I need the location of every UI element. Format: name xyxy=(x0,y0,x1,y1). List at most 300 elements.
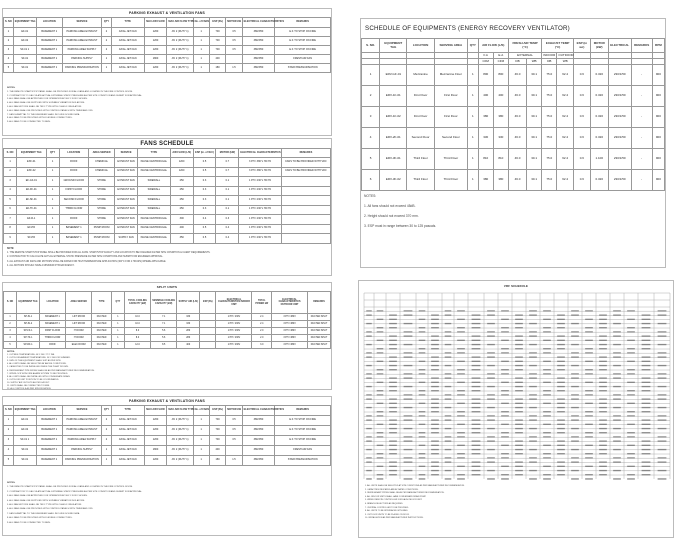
cell-text-mark xyxy=(543,474,551,475)
cell: Mezzanine Floor xyxy=(434,65,467,86)
cell: 3.5 xyxy=(226,436,242,446)
cell-text-mark xyxy=(642,390,651,391)
cell: 900 xyxy=(652,128,664,149)
cell-text-mark xyxy=(627,466,635,467)
cell: First Floor xyxy=(434,86,467,107)
cell-text-mark xyxy=(445,470,452,471)
table-row xyxy=(4,426,331,436)
cell-text-mark xyxy=(419,445,426,446)
cell: ROOF xyxy=(59,167,88,177)
cell-text-mark xyxy=(515,411,523,412)
cell: ERV-3F-01 xyxy=(380,149,407,170)
cell-text-mark xyxy=(529,365,537,366)
cell: 0.5 xyxy=(193,224,216,234)
cell: 1 PH / 230 V /50 Hz xyxy=(239,186,282,196)
cell-text-mark xyxy=(457,466,465,467)
cell-text-mark xyxy=(543,403,551,404)
cell-text-mark xyxy=(599,315,607,316)
cell-text-mark xyxy=(515,462,523,463)
cell: AXIAL JET FAN xyxy=(111,416,144,426)
cell: EXHAUST FAN xyxy=(115,186,138,196)
cell: Third Floor xyxy=(434,149,467,170)
cell-text-mark xyxy=(457,432,465,433)
cell-text-mark xyxy=(404,415,413,416)
cell: 280 xyxy=(177,335,200,342)
header-cell: AIR FLOW (L/S) xyxy=(170,149,193,158)
cell-text-mark xyxy=(457,310,465,311)
table-header-row xyxy=(4,149,331,158)
cell-text-mark xyxy=(389,327,397,328)
cell: 0.4 xyxy=(193,215,216,225)
cell-text-mark xyxy=(377,453,384,454)
header-cell: EQUIPMENT TAG xyxy=(13,18,36,28)
header-cell: TOTAL COOLING CAPACITY (kW) xyxy=(124,292,150,314)
cell: 7.1 xyxy=(151,314,177,321)
cell: GROUND FLOOR xyxy=(59,177,88,187)
cell-text-mark xyxy=(599,344,607,345)
cell-text-mark xyxy=(389,428,397,429)
cell-text-mark xyxy=(457,331,465,332)
cell: 2 xyxy=(102,426,112,436)
cell-text-mark xyxy=(627,457,635,458)
cell-text-mark xyxy=(543,390,551,391)
cell-text-mark xyxy=(457,382,465,383)
notes-title: NOTES: xyxy=(7,351,15,353)
note-line: 2. CONTRACTOR TO CALCULATE ACTUAL EXTERNAL STATIC PRESSURE AS PER SITE CONDITION AND SUBMIT FOR APPROVAL. xyxy=(7,490,143,493)
cell: 1 xyxy=(193,64,209,73)
header-cell: SENSIBLE COOLING CAPACITY (kW) xyxy=(151,292,177,314)
cell: 1 xyxy=(111,335,124,342)
cell-text-mark xyxy=(658,470,667,471)
header-cell: TYPE xyxy=(138,149,171,158)
cell-text-mark xyxy=(557,462,565,463)
cell-text-mark xyxy=(431,386,439,387)
cell: 3.0 xyxy=(252,342,272,349)
cell: 1 xyxy=(46,215,59,225)
cell-text-mark xyxy=(419,403,426,404)
cell-text-mark xyxy=(366,386,372,387)
cell-text-mark xyxy=(389,378,397,379)
cell-text-mark xyxy=(557,386,565,387)
cell-text-mark xyxy=(431,348,439,349)
cell-text-mark xyxy=(404,457,413,458)
table-header-row xyxy=(4,18,331,28)
cell-text-mark xyxy=(543,382,551,383)
table-row xyxy=(4,436,331,446)
cell: 8.0 xyxy=(124,328,150,335)
cell-text-mark xyxy=(642,365,651,366)
cell-text-mark xyxy=(585,478,593,479)
note-line: 8. ALL FANS TO BE PROVIDED WITH FLEXIBLE CONNECTORS. xyxy=(7,517,73,520)
cell-text-mark xyxy=(472,411,481,412)
cell-text-mark xyxy=(571,441,579,442)
notes-title: NOTES: xyxy=(7,87,16,89)
cell-text-mark xyxy=(445,415,452,416)
cell: EF-SF-01 xyxy=(17,196,46,206)
cell-text-mark xyxy=(585,415,593,416)
cell-text-mark xyxy=(431,428,439,429)
cell: FANS TO BE PROVIDED WITH VFD xyxy=(281,167,330,177)
table-row xyxy=(4,28,331,37)
cell-text-mark xyxy=(557,399,565,400)
cell-text-mark xyxy=(557,449,565,450)
cell: 0.1 xyxy=(216,196,239,206)
cell: AXIAL JET FAN xyxy=(111,426,144,436)
cell-text-mark xyxy=(599,407,607,408)
cell-text-mark xyxy=(501,445,509,446)
cell xyxy=(200,335,216,342)
cell: 2 xyxy=(102,28,112,37)
header-cell: QTY xyxy=(102,406,112,416)
cell-text-mark xyxy=(472,407,481,408)
cell: 1 xyxy=(468,149,479,170)
cell: 7.1 xyxy=(151,321,177,328)
cell: - xyxy=(631,107,652,128)
cell: STORE xyxy=(89,177,115,187)
cell: 75.0 xyxy=(542,86,557,107)
cell-text-mark xyxy=(404,407,413,408)
cell: 380/3/50 xyxy=(242,456,275,466)
note-line: 7. FAN SUBMITTAL TO THE ENGINEER SHALL INCLUDE SOUND DATA. xyxy=(7,113,80,116)
cell-text-mark xyxy=(377,352,384,353)
cell: 1 xyxy=(102,55,112,64)
cell: 900 xyxy=(652,149,664,170)
cell-text-mark xyxy=(389,411,397,412)
header-cell: QTY xyxy=(46,149,59,158)
cell: 250 xyxy=(170,186,193,196)
header-cell: TYPE xyxy=(111,406,144,416)
cell: 2 xyxy=(102,46,112,55)
cell-text-mark xyxy=(543,319,551,320)
cell: SECOND FLOOR xyxy=(59,196,88,206)
cell-text-mark xyxy=(543,436,551,437)
cell-text-mark xyxy=(557,357,565,358)
cell-text-mark xyxy=(658,407,667,408)
cell-text-mark xyxy=(377,390,384,391)
cell-text-mark xyxy=(529,407,537,408)
cell-text-mark xyxy=(487,394,495,395)
cell-text-mark xyxy=(501,319,509,320)
cell-text-mark xyxy=(658,323,667,324)
cell-text-mark xyxy=(658,357,667,358)
cell: ERV-3F-02 xyxy=(380,170,407,191)
cell-text-mark xyxy=(557,319,565,320)
cell: 350 xyxy=(170,234,193,244)
cell-text-mark xyxy=(642,399,651,400)
cell: 0.5 xyxy=(193,167,216,177)
cell-text-mark xyxy=(457,340,465,341)
cell: 1 xyxy=(468,170,479,191)
cell: 3 xyxy=(362,107,380,128)
cell: STAIR PRESSURISATION xyxy=(275,64,331,73)
cell: 62.4 xyxy=(557,86,574,107)
cell: 6 xyxy=(362,170,380,191)
cell-text-mark xyxy=(599,327,607,328)
cell: 700 xyxy=(209,416,225,426)
cell: 5 xyxy=(4,196,17,206)
cell: 3.5 xyxy=(226,46,242,55)
cell-text-mark xyxy=(571,436,579,437)
cell-text-mark xyxy=(599,445,607,446)
cell-text-mark xyxy=(515,449,523,450)
cell: 1 xyxy=(46,186,59,196)
cell-text-mark xyxy=(627,369,635,370)
cell: 1 xyxy=(193,28,209,37)
header-cell: No. of FANS xyxy=(193,18,209,28)
cell: 1 PH / 230V xyxy=(216,321,252,328)
fans-schedule xyxy=(2,138,332,276)
cell-text-mark xyxy=(627,394,635,395)
header-cell: MOTOR (kW) xyxy=(216,149,239,158)
cell-text-mark xyxy=(515,399,523,400)
cell-text-mark xyxy=(543,411,551,412)
cell-text-mark xyxy=(557,411,565,412)
note-line: 4. ALL UNITS SHALL BE SELECTED AT ABOVE CONDITIONS. xyxy=(7,363,67,366)
cell-text-mark xyxy=(571,378,579,379)
cell: 0.5 xyxy=(193,158,216,168)
cell-text-mark xyxy=(599,365,607,366)
cell-text-mark xyxy=(642,348,651,349)
cell-text-mark xyxy=(515,365,523,366)
cell: 1 xyxy=(46,234,59,244)
cell: 380 xyxy=(493,107,508,128)
header-cell: EQUIPMENT TAG xyxy=(17,292,40,314)
cell-text-mark xyxy=(389,466,397,467)
table-row xyxy=(4,46,331,55)
cell-text-mark xyxy=(366,323,372,324)
cell-text-mark xyxy=(585,394,593,395)
cell: 46.0 xyxy=(508,170,526,191)
cell: 700 xyxy=(209,37,225,46)
cell-text-mark xyxy=(431,323,439,324)
cell-text-mark xyxy=(571,323,579,324)
cell-text-mark xyxy=(419,411,426,412)
cell: BASEMENT 1 xyxy=(59,234,88,244)
cell: 62.4 xyxy=(557,170,574,191)
cell: 1 PH / 230V xyxy=(216,328,252,335)
cell: 46.0 xyxy=(508,65,526,86)
cell-text-mark xyxy=(627,390,635,391)
cell: 0.4 xyxy=(216,234,239,244)
cell-text-mark xyxy=(627,403,635,404)
cell: FRESH AIR FAN xyxy=(275,55,331,64)
cell-text-mark xyxy=(389,424,397,425)
cell: 4 xyxy=(4,186,17,196)
cell-text-mark xyxy=(627,340,635,341)
table-row xyxy=(4,456,331,466)
cell-text-mark xyxy=(501,415,509,416)
cell-text-mark xyxy=(377,474,384,475)
cell-text-mark xyxy=(377,424,384,425)
cell-text-mark xyxy=(515,386,523,387)
cell-text-mark xyxy=(599,386,607,387)
cell-text-mark xyxy=(487,462,495,463)
cell-text-mark xyxy=(404,449,413,450)
cell-text-mark xyxy=(515,369,523,370)
cell-text-mark xyxy=(419,466,426,467)
cell-text-mark xyxy=(501,369,509,370)
cell-text-mark xyxy=(501,466,509,467)
cell-text-mark xyxy=(642,369,651,370)
cell-text-mark xyxy=(642,411,651,412)
cell-text-mark xyxy=(571,365,579,366)
header-cell: REMARKS xyxy=(631,39,652,53)
cell: DUCTED xyxy=(92,328,112,335)
cell-text-mark xyxy=(431,466,439,467)
cell: Second Floor xyxy=(407,128,434,149)
cell-text-mark xyxy=(613,407,621,408)
cell: 8.0 xyxy=(124,335,150,342)
cell-text-mark xyxy=(377,319,384,320)
cell-text-mark xyxy=(658,462,667,463)
cell-text-mark xyxy=(627,348,635,349)
cell: 0.320 xyxy=(590,128,608,149)
cell-text-mark xyxy=(627,319,635,320)
cell-text-mark xyxy=(366,436,372,437)
note-line: 4. ALL FANS SHALL BE SUPPLIED WITH SUITABLE VIBRATION ISOLATORS. xyxy=(7,102,85,105)
cell-text-mark xyxy=(642,424,651,425)
cell: 1.5 xyxy=(226,456,242,466)
cell-text-mark xyxy=(389,382,397,383)
cell-text-mark xyxy=(613,310,621,311)
header-cell: AIR FLOW (L/S) xyxy=(478,39,508,53)
cell-text-mark xyxy=(487,441,495,442)
cell: BASEMENT 1 xyxy=(36,55,62,64)
cell: First Floor xyxy=(434,107,467,128)
cell: STORE xyxy=(89,186,115,196)
cell-text-mark xyxy=(529,420,537,421)
cell: SIDEWALL xyxy=(138,196,171,206)
cell-text-mark xyxy=(599,466,607,467)
cell: EF-PR xyxy=(17,224,46,234)
cell: 400 xyxy=(478,86,493,107)
cell-text-mark xyxy=(599,424,607,425)
cell-text-mark xyxy=(585,457,593,458)
header-cell: LOCATION xyxy=(36,18,62,28)
cell: 2.0 xyxy=(252,335,272,342)
cell: 1 xyxy=(4,28,14,37)
note-line: 1. All fans should not exceed 45dB. xyxy=(364,204,416,208)
cell-text-mark xyxy=(487,323,495,324)
cell-text-mark xyxy=(515,445,523,446)
cell-text-mark xyxy=(627,445,635,446)
cell-text-mark xyxy=(457,445,465,446)
cell-text-mark xyxy=(487,331,495,332)
cell: 3 PH / 380V xyxy=(272,342,308,349)
cell-text-mark xyxy=(445,365,452,366)
cell-text-mark xyxy=(571,315,579,316)
cell-text-mark xyxy=(613,373,621,374)
header-cell: ELECTRICAL CHARACTERISTICS INDOOR UNIT xyxy=(216,292,252,314)
cell: 230/1/50 xyxy=(608,107,631,128)
cell-text-mark xyxy=(404,436,413,437)
note-line: 9. ALL FANS TO BE CONNECTED TO BMS. xyxy=(7,521,51,524)
cell-text-mark xyxy=(431,365,439,366)
cell: 46.0 xyxy=(508,107,526,128)
cell-text-mark xyxy=(431,441,439,442)
cell-text-mark xyxy=(529,331,537,332)
cell: BASEMENT 1 xyxy=(36,436,62,446)
cell: 380 xyxy=(493,170,508,191)
cell-text-mark xyxy=(431,336,439,337)
cell-text-mark xyxy=(472,323,481,324)
cell-text-mark xyxy=(404,399,413,400)
cell-text-mark xyxy=(445,436,452,437)
cell-text-mark xyxy=(658,331,667,332)
notes-title: NOTES: xyxy=(7,482,16,484)
header-cell: ELECTRICAL CHARACTERISTICS OUTDOOR UNIT xyxy=(272,292,308,314)
cell-text-mark xyxy=(642,386,651,387)
cell: 380/3/50 xyxy=(242,436,275,446)
vrf-grid xyxy=(359,291,675,481)
cell: 75.0 xyxy=(542,107,557,128)
cell-text-mark xyxy=(487,399,495,400)
cell-text-mark xyxy=(457,319,465,320)
cell-text-mark xyxy=(658,378,667,379)
table-row xyxy=(4,335,331,342)
cell: 2 xyxy=(102,416,112,426)
header-cell: RPM xyxy=(652,39,664,53)
header-cell: TOTAL POWER kW xyxy=(252,292,272,314)
cell xyxy=(281,186,330,196)
cell: 46.0 xyxy=(508,149,526,170)
cell: FRESH AIR FAN xyxy=(275,446,331,456)
cell: E.F. TO STOP ON FIRE xyxy=(275,46,331,55)
cell: 1 xyxy=(193,456,209,466)
cell-text-mark xyxy=(501,361,509,362)
cell: 30.1 xyxy=(527,128,542,149)
cell-text-mark xyxy=(366,470,372,471)
cell: 46.0 xyxy=(508,128,526,149)
cell-text-mark xyxy=(377,369,384,370)
cell: SP-IN-2 xyxy=(17,321,40,328)
cell: 62.4 xyxy=(557,149,574,170)
note-line: 1. THE REMOTE START/STOP PANEL SHALL BE PROVIDED FOR ALL FANS AND LOCATED IN THE FIRE CONTROL ROOM. xyxy=(7,90,133,93)
cell: 30.1 xyxy=(527,107,542,128)
cell-text-mark xyxy=(557,424,565,425)
cell-text-mark xyxy=(404,365,413,366)
cell-text-mark xyxy=(487,420,495,421)
cell-text-mark xyxy=(404,394,413,395)
cell-text-mark xyxy=(404,386,413,387)
cell-text-mark xyxy=(431,445,439,446)
cell-text-mark xyxy=(627,411,635,412)
cell: 0.1 xyxy=(216,205,239,215)
cell: 1 xyxy=(111,314,124,321)
cell xyxy=(281,234,330,244)
cell: 1200 xyxy=(170,158,193,168)
cell-text-mark xyxy=(627,415,635,416)
cell-text-mark xyxy=(515,432,523,433)
cell-text-mark xyxy=(377,478,384,479)
cell-text-mark xyxy=(457,327,465,328)
note-line: 7. INTERLOCK WITH FIRE ALARM SYSTEM TO BE PROVIDED. xyxy=(7,372,68,375)
cell-text-mark xyxy=(613,441,621,442)
split-title: SPLIT UNITS xyxy=(156,285,178,289)
cell: E.F. TO STOP ON FIRE xyxy=(275,426,331,436)
cell-text-mark xyxy=(585,319,593,320)
cell-text-mark xyxy=(487,378,495,379)
cell-text-mark xyxy=(515,453,523,454)
cell: 1200 xyxy=(170,167,193,177)
cell: 2 xyxy=(4,37,14,46)
cell-text-mark xyxy=(366,407,372,408)
cell-text-mark xyxy=(431,407,439,408)
note-line: 5. WIRED REMOTE CONTROLLER FOR EACH INDOOR UNIT. xyxy=(365,499,423,502)
cell: DUCTED xyxy=(92,314,112,321)
cell: PUMP ROOM xyxy=(89,234,115,244)
cell: 1 xyxy=(46,205,59,215)
